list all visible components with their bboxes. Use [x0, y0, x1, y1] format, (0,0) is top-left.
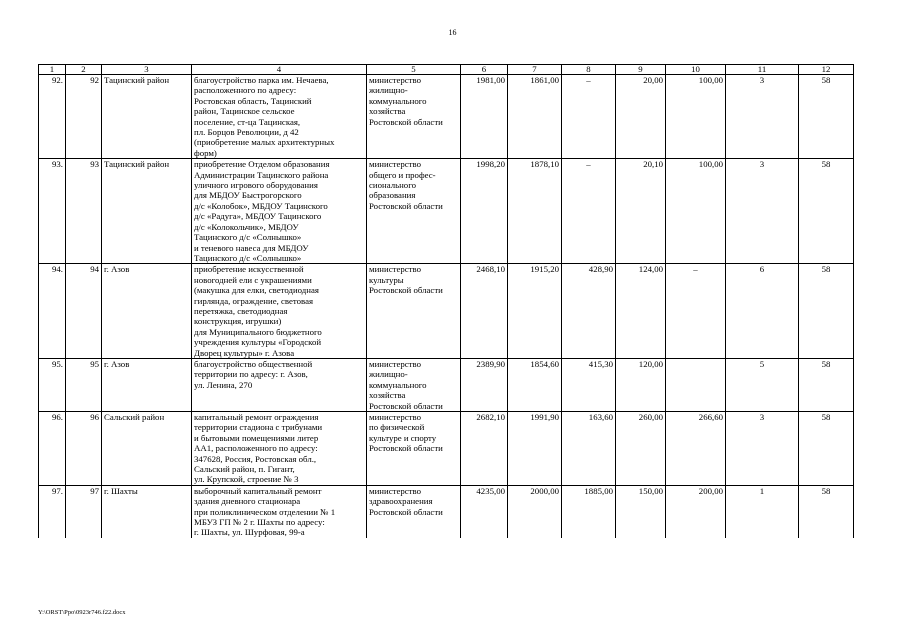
amount-cell: 150,00	[616, 485, 666, 538]
table-row	[39, 485, 854, 538]
amount-cell: 124,00	[616, 264, 666, 359]
amount-cell: 120,00	[616, 358, 666, 411]
amount-cell: 163,60	[562, 412, 616, 486]
score-cell: 5	[726, 358, 799, 411]
amount-cell: 2682,10	[461, 412, 508, 486]
municipality-cell: г. Азов	[102, 264, 192, 359]
col-header-5: 5	[367, 65, 461, 75]
score-cell: 58	[799, 159, 854, 264]
ministry-cell: министерство по физической культуре и спорту Ростовской области	[367, 412, 461, 486]
ministry-cell: министерство здравоохранения Ростовской области	[367, 485, 461, 538]
amount-cell	[666, 358, 726, 411]
amount-cell: 100,00	[666, 75, 726, 159]
amount-cell: 260,00	[616, 412, 666, 486]
municipality-cell: Тацинский район	[102, 159, 192, 264]
col-header-2: 2	[66, 65, 102, 75]
score-cell: 58	[799, 412, 854, 486]
column-number-row	[39, 65, 854, 75]
description-cell: благоустройство парка им. Нечаева, расположенного по адресу: Ростовская область, Тацинский район, Тацинское сельское поселение, ст-ца Тацинская, пл. Борцов Революции, д 42 (приобретение малых архитектурных форм)	[192, 75, 367, 159]
amount-cell: 428,90	[562, 264, 616, 359]
amount-cell: 1981,00	[461, 75, 508, 159]
col-header-4: 4	[192, 65, 367, 75]
score-cell: 3	[726, 75, 799, 159]
description-cell: капитальный ремонт ограждения территории стадиона с трибунами и бытовыми помещениями литер АА1, расположенного по адресу: 347628, Россия, Ростовская обл., Сальский район, п. Гигант, ул. Крупской, строение № 3	[192, 412, 367, 486]
amount-cell: 2468,10	[461, 264, 508, 359]
score-cell: 58	[799, 75, 854, 159]
col-header-8: 8	[562, 65, 616, 75]
description-cell: приобретение Отделом образования Администрации Тацинского района уличного игрового оборудования для МБДОУ Быстрогорского д/с «Колобок», МБДОУ Тацинского д/с «Радуга», МБДОУ Тацинского д/с «Колокольчик», МБДОУ Тацинского д/с «Солнышко» и теневого навеса для МБДОУ Тацинского д/с «Солнышко»	[192, 159, 367, 264]
amount-cell: 2389,90	[461, 358, 508, 411]
col-header-7: 7	[508, 65, 562, 75]
col-header-12: 12	[799, 65, 854, 75]
amount-cell: 100,00	[666, 159, 726, 264]
table-row	[39, 358, 854, 411]
amount-cell: 1998,20	[461, 159, 508, 264]
table-row	[39, 264, 854, 359]
description-cell: благоустройство общественной территории по адресу: г. Азов, ул. Ленина, 270	[192, 358, 367, 411]
row-number: 95	[66, 358, 102, 411]
page-number: 16	[448, 28, 457, 37]
row-index: 94.	[39, 264, 66, 359]
description-cell: выборочный капитальный ремонт здания дневного стационара при поликлиническом отделении № 1 МБУЗ ГП № 2 г. Шахты по адресу: г. Шахты, ул. Шурфовая, 99-а	[192, 485, 367, 538]
amount-cell: 1991,90	[508, 412, 562, 486]
col-header-6: 6	[461, 65, 508, 75]
municipality-cell: Тацинский район	[102, 75, 192, 159]
table-row	[39, 75, 854, 159]
amount-cell: 266,60	[666, 412, 726, 486]
amount-cell: 4235,00	[461, 485, 508, 538]
description-cell: приобретение искусственной новогодней ели с украшениями (макушка для елки, светодиодная гирлянда, ограждение, световая перетяжка, светодиодная конструкция, игрушки) для Муниципального бюджетного учреждения культуры «Городской Дворец культуры» г. Азова	[192, 264, 367, 359]
amount-cell: 2000,00	[508, 485, 562, 538]
amount-cell: 20,10	[616, 159, 666, 264]
score-cell: 3	[726, 412, 799, 486]
ministry-cell: министерство общего и профес- сионального образования Ростовской области	[367, 159, 461, 264]
amount-cell: 1885,00	[562, 485, 616, 538]
row-index: 95.	[39, 358, 66, 411]
municipality-cell: г. Азов	[102, 358, 192, 411]
amount-cell: 1878,10	[508, 159, 562, 264]
col-header-10: 10	[666, 65, 726, 75]
table-row	[39, 159, 854, 264]
amount-cell: –	[562, 159, 616, 264]
score-cell: 58	[799, 485, 854, 538]
row-index: 96.	[39, 412, 66, 486]
row-index: 93.	[39, 159, 66, 264]
col-header-3: 3	[102, 65, 192, 75]
score-cell: 58	[799, 358, 854, 411]
col-header-11: 11	[726, 65, 799, 75]
amount-cell: 415,30	[562, 358, 616, 411]
ministry-cell: министерство жилищно- коммунального хозяйства Ростовской области	[367, 358, 461, 411]
score-cell: 1	[726, 485, 799, 538]
municipality-cell: г. Шахты	[102, 485, 192, 538]
budget-table	[38, 64, 854, 538]
score-cell: 6	[726, 264, 799, 359]
row-index: 92.	[39, 75, 66, 159]
row-number: 94	[66, 264, 102, 359]
amount-cell: 20,00	[616, 75, 666, 159]
col-header-1: 1	[39, 65, 66, 75]
table-row	[39, 412, 854, 486]
score-cell: 3	[726, 159, 799, 264]
row-number: 96	[66, 412, 102, 486]
ministry-cell: министерство жилищно- коммунального хозяйства Ростовской области	[367, 75, 461, 159]
municipality-cell: Сальский район	[102, 412, 192, 486]
row-index: 97.	[39, 485, 66, 538]
row-number: 93	[66, 159, 102, 264]
amount-cell: –	[562, 75, 616, 159]
row-number: 92	[66, 75, 102, 159]
file-path-footer: Y:\ORST\Ppo\0923r746.f22.docx	[38, 609, 126, 616]
ministry-cell: министерство культуры Ростовской области	[367, 264, 461, 359]
amount-cell: 1915,20	[508, 264, 562, 359]
amount-cell: 1861,00	[508, 75, 562, 159]
col-header-9: 9	[616, 65, 666, 75]
amount-cell: 1854,60	[508, 358, 562, 411]
score-cell: 58	[799, 264, 854, 359]
amount-cell: 200,00	[666, 485, 726, 538]
amount-cell: –	[666, 264, 726, 359]
row-number: 97	[66, 485, 102, 538]
